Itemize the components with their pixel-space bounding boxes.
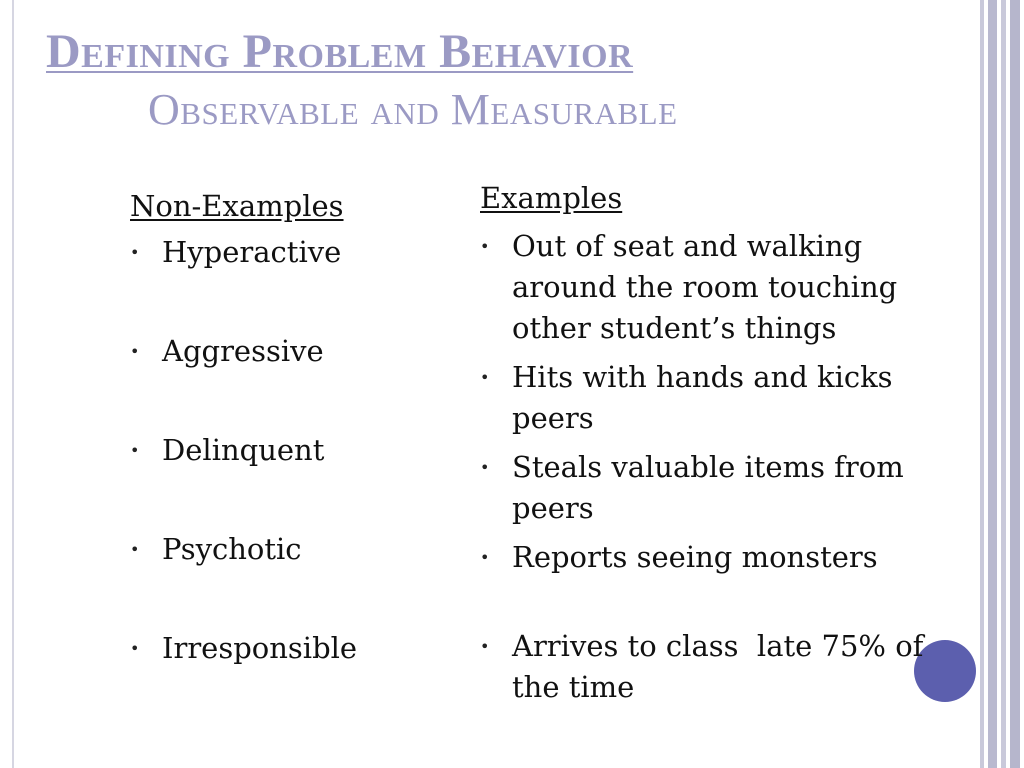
- slide-title: Defining Problem Behavior: [46, 25, 634, 78]
- left-border-line: [12, 0, 14, 768]
- examples-column: [480, 180, 950, 708]
- non-examples-list: [130, 232, 450, 669]
- list-item: • Irresponsible: [130, 628, 450, 669]
- bullet-icon: •: [480, 637, 490, 656]
- examples-list: [480, 226, 950, 708]
- list-item: • Arrives to class late 75% of the time: [480, 626, 950, 708]
- non-examples-column: [130, 188, 450, 669]
- list-item: • Aggressive: [130, 331, 450, 372]
- list-item: • Out of seat and walking around the room touching other student’s things: [480, 226, 950, 349]
- bullet-icon: •: [130, 441, 140, 460]
- list-item: • Steals valuable items from peers: [480, 447, 950, 529]
- list-item: • Psychotic: [130, 529, 450, 570]
- bullet-icon: •: [480, 368, 490, 387]
- decorative-right-stripes: [980, 0, 1024, 768]
- list-item: • Reports seeing monsters: [480, 537, 950, 578]
- list-item: • Hits with hands and kicks peers: [480, 357, 950, 439]
- list-item: • Delinquent: [130, 430, 450, 471]
- bullet-icon: •: [480, 548, 490, 567]
- bullet-icon: •: [130, 639, 140, 658]
- bullet-icon: •: [480, 237, 490, 256]
- list-item: • Hyperactive: [130, 232, 450, 273]
- slide-subtitle: Observable and Measurable: [148, 85, 678, 134]
- bullet-icon: •: [480, 458, 490, 477]
- bullet-icon: •: [130, 540, 140, 559]
- examples-heading: Examples: [480, 181, 623, 215]
- bullet-icon: •: [130, 342, 140, 361]
- non-examples-heading: Non-Examples: [130, 189, 344, 223]
- bullet-icon: •: [130, 243, 140, 262]
